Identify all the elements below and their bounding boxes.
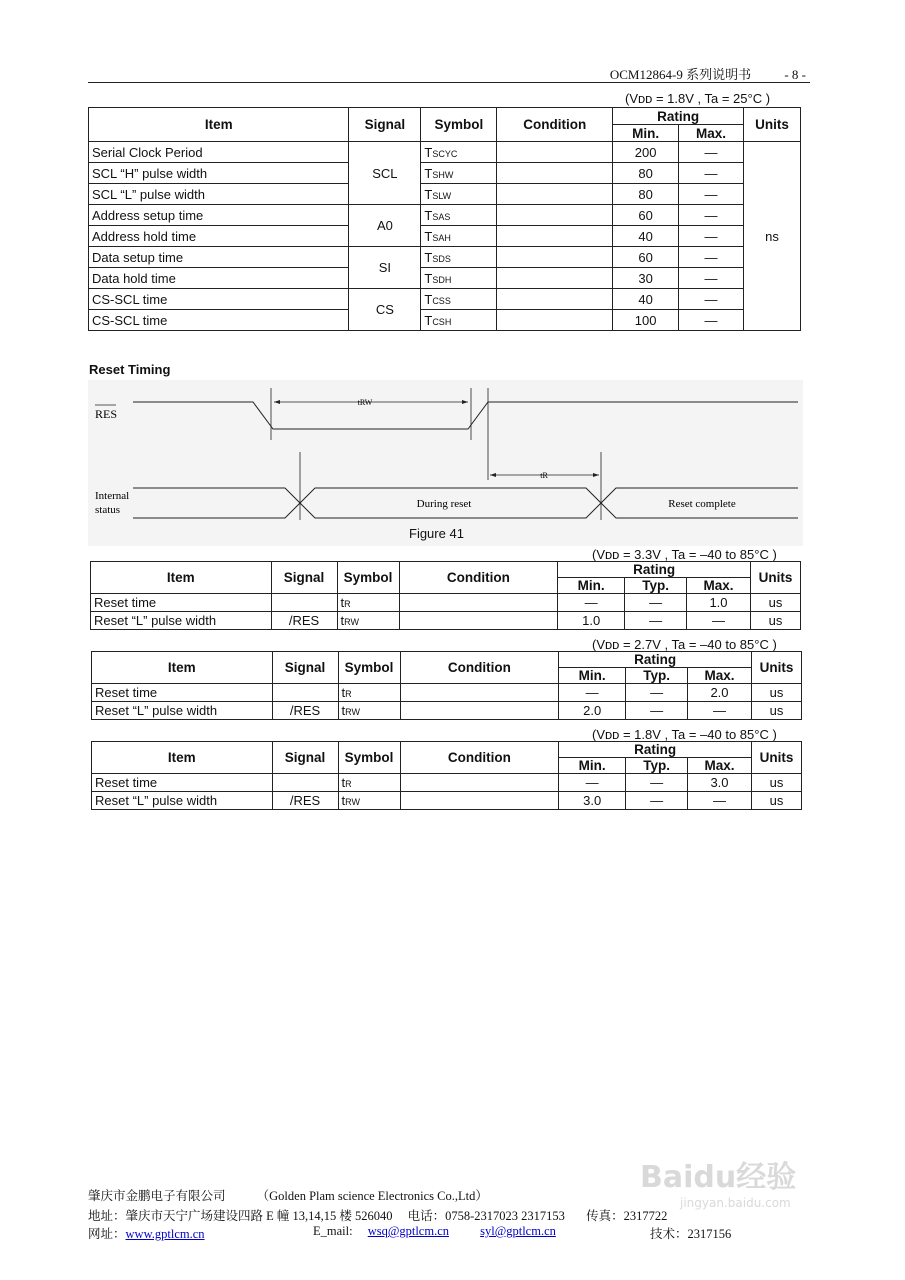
item-cell: Data hold time <box>89 268 349 289</box>
min-cell: — <box>559 774 626 792</box>
reset-condition: (Vᴅᴅ = 1.8V , Ta = –40 to 85°C ) <box>592 727 777 742</box>
item-cell: Reset time <box>91 594 272 612</box>
col-symbol: Symbol <box>338 652 400 684</box>
units-cell: us <box>750 594 800 612</box>
reset-timing-table <box>91 741 802 810</box>
condition-cell <box>497 310 613 331</box>
condition-cell <box>400 702 559 720</box>
col-rating: Rating <box>613 108 744 125</box>
col-signal: Signal <box>272 652 338 684</box>
symbol-cell: TSAH <box>421 226 497 247</box>
col-condition: Condition <box>399 562 558 594</box>
col-signal: Signal <box>272 742 338 774</box>
signal-cell <box>272 774 338 792</box>
serial-timing-table <box>88 107 801 331</box>
max-cell: — <box>679 142 744 163</box>
email-link-1[interactable]: wsq@gptlcm.cn <box>367 1224 449 1238</box>
col-item: Item <box>89 108 349 142</box>
table-row <box>89 205 801 226</box>
col-min: Min. <box>613 125 679 142</box>
col-min: Min. <box>559 758 626 774</box>
col-max: Max. <box>687 578 751 594</box>
units-cell: us <box>751 702 801 720</box>
reset-complete-label: Reset complete <box>668 498 736 510</box>
item-cell: Reset time <box>92 774 273 792</box>
col-typ: Typ. <box>625 578 687 594</box>
item-cell: Address hold time <box>89 226 349 247</box>
res-waveform <box>133 402 798 429</box>
col-units: Units <box>751 652 801 684</box>
tech-phone: 技术：2317156 <box>650 1227 732 1241</box>
reset-timing-table <box>91 651 802 720</box>
min-cell: 80 <box>613 163 679 184</box>
website-link[interactable]: www.gptlcm.cn <box>125 1227 205 1241</box>
max-cell: — <box>688 702 752 720</box>
condition-cell <box>497 184 613 205</box>
reset-timing-diagram <box>88 380 803 546</box>
min-cell: 3.0 <box>559 792 626 810</box>
doc-title: OCM12864-9 系列说明书 <box>609 67 752 82</box>
max-cell: — <box>679 247 744 268</box>
page-number: - 8 - <box>784 67 806 82</box>
max-cell: — <box>679 163 744 184</box>
table-row <box>91 594 801 612</box>
serial-condition: (Vᴅᴅ = 1.8V , Ta = 25°C ) <box>625 91 771 106</box>
signal-cell: CS <box>349 289 421 331</box>
table-row <box>89 268 801 289</box>
col-condition: Condition <box>497 108 613 142</box>
min-cell: 2.0 <box>559 702 626 720</box>
signal-cell: /RES <box>272 792 338 810</box>
units-cell: us <box>751 792 801 810</box>
col-min: Min. <box>558 578 625 594</box>
col-signal: Signal <box>271 562 337 594</box>
table-row <box>91 612 801 630</box>
page-header <box>88 62 810 83</box>
condition-cell <box>400 792 559 810</box>
col-item: Item <box>92 742 273 774</box>
table-row <box>89 247 801 268</box>
signal-cell: SI <box>349 247 421 289</box>
units-cell: ns <box>744 142 801 331</box>
col-min: Min. <box>559 668 626 684</box>
signal-cell <box>272 684 338 702</box>
max-cell: — <box>688 792 752 810</box>
condition-cell <box>497 289 613 310</box>
table-row <box>92 702 802 720</box>
condition-cell <box>497 163 613 184</box>
condition-cell <box>497 268 613 289</box>
col-units: Units <box>750 562 800 594</box>
col-rating: Rating <box>559 742 752 758</box>
reset-timing-svg <box>88 380 803 546</box>
item-cell: Address setup time <box>89 205 349 226</box>
item-cell: Reset “L” pulse width <box>92 792 273 810</box>
min-cell: 100 <box>613 310 679 331</box>
min-cell: 30 <box>613 268 679 289</box>
max-cell: — <box>687 612 751 630</box>
item-cell: Data setup time <box>89 247 349 268</box>
reset-condition: (Vᴅᴅ = 2.7V , Ta = –40 to 85°C ) <box>592 637 777 652</box>
item-cell: CS-SCL time <box>89 310 349 331</box>
item-cell: Reset “L” pulse width <box>91 612 272 630</box>
col-typ: Typ. <box>626 668 688 684</box>
col-symbol: Symbol <box>421 108 497 142</box>
signal-cell: SCL <box>349 142 421 205</box>
max-cell: 1.0 <box>687 594 751 612</box>
item-cell: Reset time <box>92 684 273 702</box>
company-cn: 肇庆市金鹏电子有限公司 <box>88 1189 226 1203</box>
symbol-cell: tR <box>337 594 399 612</box>
max-cell: — <box>679 289 744 310</box>
symbol-cell: tRW <box>338 792 400 810</box>
figure-caption: Figure 41 <box>409 526 464 541</box>
max-cell: — <box>679 205 744 226</box>
reset-timing-table <box>90 561 801 630</box>
internal-label: Internal <box>95 490 130 502</box>
watermark-logo: Baidu经验 <box>640 1160 797 1195</box>
table-row <box>89 142 801 163</box>
typ-cell: — <box>626 684 688 702</box>
condition-cell <box>497 226 613 247</box>
condition-cell <box>400 774 559 792</box>
col-max: Max. <box>688 668 752 684</box>
condition-cell <box>497 142 613 163</box>
min-cell: 40 <box>613 226 679 247</box>
company-en: （Golden Plam science Electronics Co.,Ltd） <box>256 1189 488 1203</box>
max-cell: 2.0 <box>688 684 752 702</box>
table-row <box>89 163 801 184</box>
min-cell: — <box>559 684 626 702</box>
typ-cell: — <box>626 774 688 792</box>
typ-cell: — <box>626 792 688 810</box>
max-cell: — <box>679 184 744 205</box>
units-cell: us <box>751 774 801 792</box>
col-signal: Signal <box>349 108 421 142</box>
col-rating: Rating <box>559 652 752 668</box>
min-cell: 1.0 <box>558 612 625 630</box>
max-cell: — <box>679 268 744 289</box>
condition-cell <box>497 247 613 268</box>
condition-cell <box>400 684 559 702</box>
col-condition: Condition <box>400 652 559 684</box>
col-max: Max. <box>679 125 744 142</box>
item-cell: Serial Clock Period <box>89 142 349 163</box>
col-item: Item <box>92 652 273 684</box>
symbol-cell: TSCYC <box>421 142 497 163</box>
watermark <box>640 1152 796 1210</box>
typ-cell: — <box>625 594 687 612</box>
signal-cell: A0 <box>349 205 421 247</box>
typ-cell: — <box>626 702 688 720</box>
symbol-cell: tRW <box>337 612 399 630</box>
col-typ: Typ. <box>626 758 688 774</box>
item-cell: CS-SCL time <box>89 289 349 310</box>
address: 地址：肇庆市天宁广场建设四路 E 幢 13,14,15 楼 526040 <box>88 1209 393 1223</box>
email-label: E_mail: <box>313 1224 353 1238</box>
col-units: Units <box>744 108 801 142</box>
units-cell: us <box>750 612 800 630</box>
typ-cell: — <box>625 612 687 630</box>
condition-cell <box>399 612 558 630</box>
table-row <box>92 684 802 702</box>
min-cell: 60 <box>613 205 679 226</box>
tr-arrowhead-left <box>490 473 496 477</box>
condition-cell <box>399 594 558 612</box>
table-row <box>89 226 801 247</box>
status-label: status <box>95 504 121 516</box>
min-cell: — <box>558 594 625 612</box>
signal-cell: /RES <box>271 612 337 630</box>
tr-label: tR <box>540 471 548 480</box>
table-row <box>92 774 802 792</box>
max-cell: — <box>679 310 744 331</box>
symbol-cell: TSDH <box>421 268 497 289</box>
web-label: 网址： <box>88 1227 126 1241</box>
col-rating: Rating <box>558 562 751 578</box>
symbol-cell: tR <box>338 774 400 792</box>
signal-cell <box>271 594 337 612</box>
res-label: RES <box>95 407 118 421</box>
table-row <box>89 184 801 205</box>
units-cell: us <box>751 684 801 702</box>
min-cell: 60 <box>613 247 679 268</box>
trw-label: tRW <box>357 398 373 407</box>
col-condition: Condition <box>400 742 559 774</box>
item-cell: SCL “L” pulse width <box>89 184 349 205</box>
symbol-cell: TCSH <box>421 310 497 331</box>
symbol-cell: TSAS <box>421 205 497 226</box>
item-cell: SCL “H” pulse width <box>89 163 349 184</box>
reset-condition: (Vᴅᴅ = 3.3V , Ta = –40 to 85°C ) <box>592 547 777 562</box>
table-row <box>89 310 801 331</box>
symbol-cell: tRW <box>338 702 400 720</box>
reset-timing-title: Reset Timing <box>89 362 171 377</box>
max-cell: 3.0 <box>688 774 752 792</box>
min-cell: 80 <box>613 184 679 205</box>
fax: 传真：2317722 <box>586 1209 668 1223</box>
col-max: Max. <box>688 758 752 774</box>
header-text <box>610 64 806 83</box>
col-units: Units <box>751 742 801 774</box>
during-reset-label: During reset <box>416 498 472 510</box>
trw-arrowhead-left <box>274 400 280 404</box>
max-cell: — <box>679 226 744 247</box>
table-row <box>89 289 801 310</box>
condition-cell <box>497 205 613 226</box>
trw-arrowhead-right <box>462 400 468 404</box>
col-symbol: Symbol <box>338 742 400 774</box>
phone: 电话：0758-2317023 2317153 <box>407 1209 565 1223</box>
symbol-cell: tR <box>338 684 400 702</box>
email-link-2[interactable]: syl@gptlcm.cn <box>480 1224 556 1238</box>
col-item: Item <box>91 562 272 594</box>
min-cell: 40 <box>613 289 679 310</box>
symbol-cell: TSDS <box>421 247 497 268</box>
min-cell: 200 <box>613 142 679 163</box>
col-symbol: Symbol <box>337 562 399 594</box>
symbol-cell: TSHW <box>421 163 497 184</box>
symbol-cell: TSLW <box>421 184 497 205</box>
symbol-cell: TCSS <box>421 289 497 310</box>
signal-cell: /RES <box>272 702 338 720</box>
watermark-url: jingyan.baidu.com <box>680 1196 791 1210</box>
item-cell: Reset “L” pulse width <box>92 702 273 720</box>
tr-arrowhead-right <box>593 473 599 477</box>
table-row <box>92 792 802 810</box>
